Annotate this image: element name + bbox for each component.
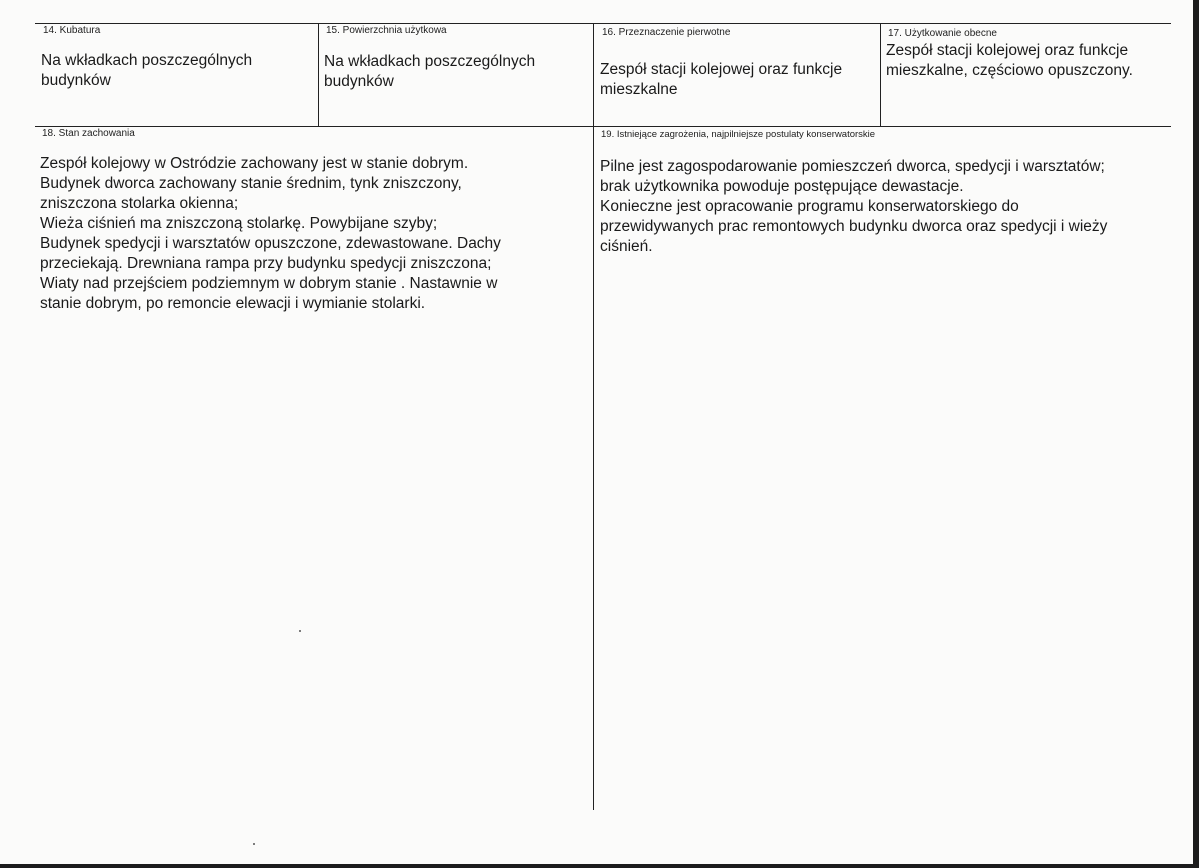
scan-edge-right [1193, 0, 1199, 868]
field-18-line: Wiaty nad przejściem podziemnym w dobrym stanie . Nastawnie w [40, 275, 498, 292]
divider-14-15 [318, 23, 319, 126]
field-19-line: brak użytkownika powoduje postępujące dewastacje. [600, 178, 964, 195]
field-18-line: zniszczona stolarka okienna; [40, 195, 239, 212]
scan-edge-bottom [0, 864, 1199, 868]
field-17-value [886, 41, 1133, 81]
field-14-line: budynków [41, 72, 111, 89]
field-18-line: Wieża ciśnień ma zniszczoną stolarkę. Powybijane szyby; [40, 215, 438, 232]
field-17-line: mieszkalne, częściowo opuszczony. [886, 62, 1133, 79]
field-18-line: Budynek dworca zachowany stanie średnim, tynk zniszczony, [40, 175, 462, 192]
field-19-line: Pilne jest zagospodarowanie pomieszczeń dworca, spedycji i warsztatów; [600, 158, 1105, 175]
middle-rule [35, 126, 1171, 127]
field-16-line: mieszkalne [600, 81, 678, 98]
field-15-line: budynków [324, 73, 394, 90]
divider-16-17 [880, 23, 881, 126]
field-19-line: Konieczne jest opracowanie programu konserwatorskiego do [600, 198, 1019, 215]
top-rule [35, 23, 1171, 24]
field-15-value [324, 52, 535, 92]
field-14-line: Na wkładkach poszczególnych [41, 52, 253, 69]
field-14-label: 14. Kubatura [43, 25, 101, 36]
scan-speck [299, 630, 301, 632]
field-17-line: Zespół stacji kolejowej oraz funkcje [886, 42, 1129, 59]
scan-speck [253, 843, 255, 845]
field-16-label: 16. Przeznaczenie pierwotne [602, 27, 731, 38]
field-15-label: 15. Powierzchnia użytkowa [326, 25, 447, 36]
field-19-value [600, 157, 1107, 257]
field-17-label: 17. Użytkowanie obecne [888, 28, 997, 39]
field-14-value [41, 51, 252, 91]
field-16-value [600, 60, 842, 100]
field-19-line: ciśnień. [600, 238, 653, 255]
field-18-label: 18. Stan zachowania [42, 128, 135, 139]
field-18-line: stanie dobrym, po remoncie elewacji i wymianie stolarki. [40, 295, 426, 312]
field-19-label: 19. Istniejące zagrożenia, najpilniejsze postulaty konserwatorskie [601, 129, 876, 140]
field-18-line: Budynek spedycji i warsztatów opuszczone, zdewastowane. Dachy [40, 235, 501, 252]
field-18-value [40, 154, 501, 314]
field-18-line: przeciekają. Drewniana rampa przy budynku spedycji zniszczona; [40, 255, 492, 272]
field-18-line: Zespół kolejowy w Ostródzie zachowany jest w stanie dobrym. [40, 155, 469, 172]
field-16-line: Zespół stacji kolejowej oraz funkcje [600, 61, 843, 78]
field-19-line: przewidywanych prac remontowych budynku dworca oraz spedycji i wieży [600, 218, 1108, 235]
divider-15-16 [593, 23, 594, 810]
field-15-line: Na wkładkach poszczególnych [324, 53, 536, 70]
